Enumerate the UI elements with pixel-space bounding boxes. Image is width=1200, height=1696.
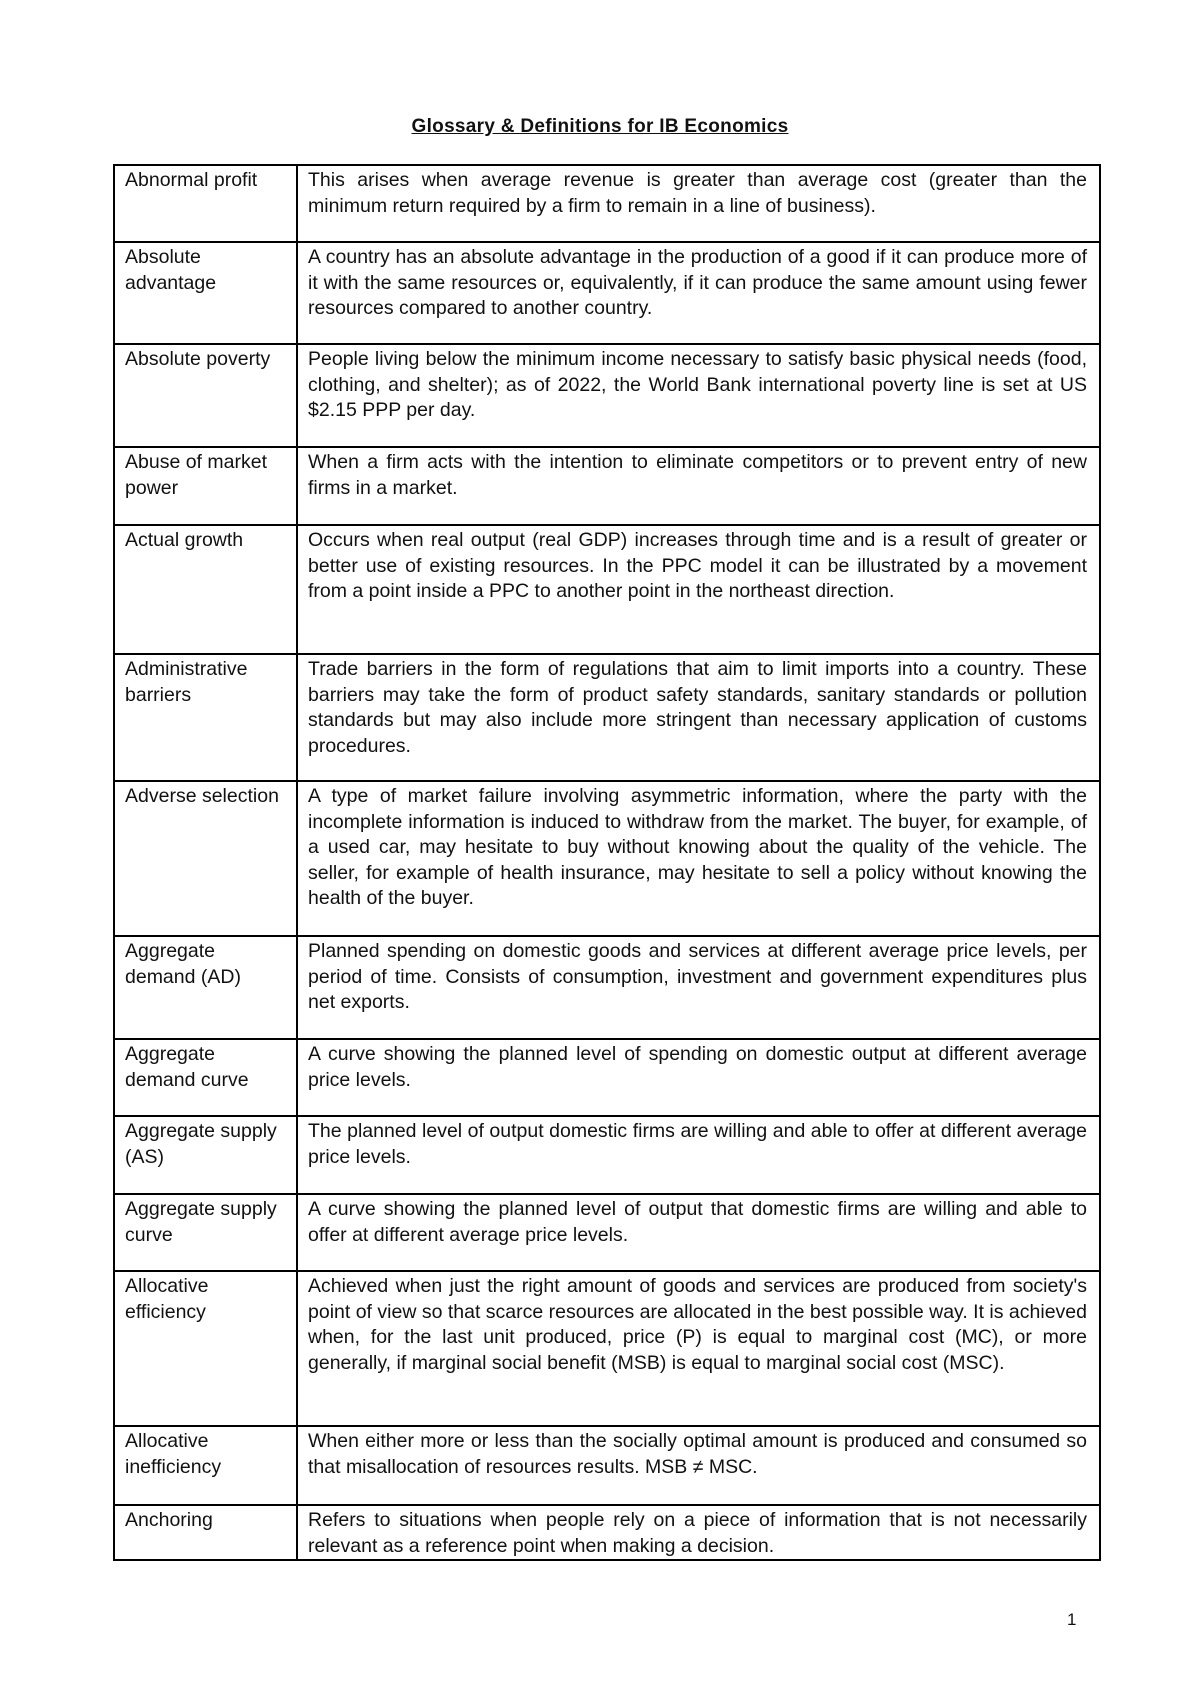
glossary-term: Adverse selection: [114, 781, 297, 936]
glossary-term: Anchoring: [114, 1505, 297, 1560]
glossary-term: Allocative inefficiency: [114, 1426, 297, 1505]
glossary-row: [114, 1116, 1100, 1194]
glossary-definition: Trade barriers in the form of regulations that aim to limit imports into a country. These barriers may take the form of product safety standards, sanitary standards or pollution standards but may also include more stringent than necessary application of customs procedures.: [297, 654, 1100, 781]
glossary-row: [114, 1039, 1100, 1116]
glossary-definition: Achieved when just the right amount of goods and services are produced from society's point of view so that scarce resources are allocated in the best possible way. It is achieved when, for the last unit produced, price (P) is equal to marginal cost (MC), or more generally, if marginal social benefit (MSB) is equal to marginal social cost (MSC).: [297, 1271, 1100, 1426]
glossary-row: [114, 165, 1100, 242]
glossary-row: [114, 936, 1100, 1039]
glossary-row: [114, 781, 1100, 936]
glossary-row: [114, 654, 1100, 781]
glossary-term: Abuse of market power: [114, 447, 297, 525]
glossary-term: Abnormal profit: [114, 165, 297, 242]
glossary-definition: A country has an absolute advantage in the production of a good if it can produce more of it with the same resources or, equivalently, if it can produce the same amount using fewer resources compared to another country.: [297, 242, 1100, 344]
glossary-definition: People living below the minimum income necessary to satisfy basic physical needs (food, clothing, and shelter); as of 2022, the World Bank international poverty line is set at US $2.15 PPP per day.: [297, 344, 1100, 447]
glossary-definition: This arises when average revenue is greater than average cost (greater than the minimum return required by a firm to remain in a line of business).: [297, 165, 1100, 242]
glossary-definition: When either more or less than the socially optimal amount is produced and consumed so that misallocation of resources results. MSB ≠ MSC.: [297, 1426, 1100, 1505]
page-number: 1: [1067, 1610, 1077, 1629]
glossary-row: [114, 1426, 1100, 1505]
page-title: Glossary & Definitions for IB Economics: [411, 116, 789, 137]
glossary-term: Absolute poverty: [114, 344, 297, 447]
glossary-definition: When a firm acts with the intention to eliminate competitors or to prevent entry of new firms in a market.: [297, 447, 1100, 525]
glossary-term: Actual growth: [114, 525, 297, 654]
glossary-row: [114, 447, 1100, 525]
glossary-term: Aggregate supply curve: [114, 1194, 297, 1271]
glossary-term: Aggregate supply (AS): [114, 1116, 297, 1194]
glossary-term: Administrative barriers: [114, 654, 297, 781]
glossary-table: [113, 164, 1101, 1561]
glossary-definition: The planned level of output domestic firms are willing and able to offer at different average price levels.: [297, 1116, 1100, 1194]
glossary-definition: A curve showing the planned level of spending on domestic output at different average price levels.: [297, 1039, 1100, 1116]
glossary-definition: Occurs when real output (real GDP) increases through time and is a result of greater or better use of existing resources. In the PPC model it can be illustrated by a movement from a point inside a PPC to another point in the northeast direction.: [297, 525, 1100, 654]
glossary-row: [114, 1505, 1100, 1560]
glossary-term: Absolute advantage: [114, 242, 297, 344]
glossary-row: [114, 344, 1100, 447]
glossary-definition: Refers to situations when people rely on a piece of information that is not necessarily relevant as a reference point when making a decision.: [297, 1505, 1100, 1560]
glossary-term: Aggregate demand (AD): [114, 936, 297, 1039]
glossary-row: [114, 1271, 1100, 1426]
glossary-definition: A curve showing the planned level of output that domestic firms are willing and able to offer at different average price levels.: [297, 1194, 1100, 1271]
glossary-term: Allocative efficiency: [114, 1271, 297, 1426]
glossary-row: [114, 1194, 1100, 1271]
glossary-definition: Planned spending on domestic goods and services at different average price levels, per period of time. Consists of consumption, investment and government expenditures plus net exports.: [297, 936, 1100, 1039]
glossary-row: [114, 525, 1100, 654]
glossary-term: Aggregate demand curve: [114, 1039, 297, 1116]
glossary-definition: A type of market failure involving asymmetric information, where the party with the incomplete information is induced to withdraw from the market. The buyer, for example, of a used car, may hesitate to buy without knowing about the quality of the vehicle. The seller, for example of health insurance, may hesitate to sell a policy without knowing the health of the buyer.: [297, 781, 1100, 936]
glossary-row: [114, 242, 1100, 344]
